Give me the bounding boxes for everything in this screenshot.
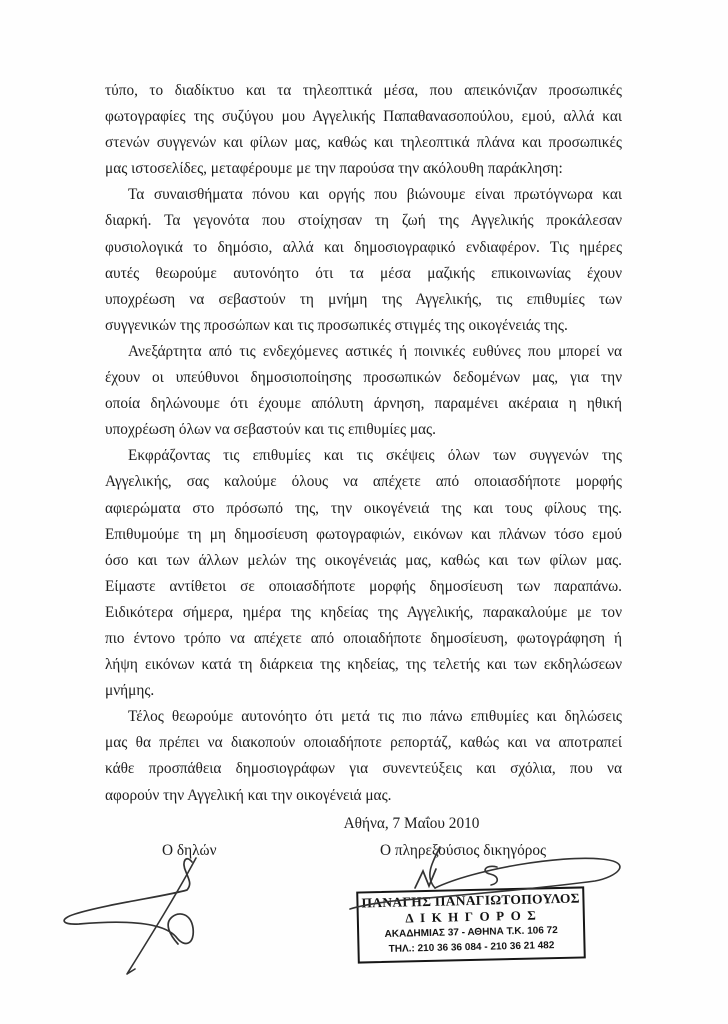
text-line: Είμαστε αντίθετοι σε οποιασδήποτε μορφής δημοσίευση των παραπάνω. <box>105 577 622 595</box>
text-line: όσο και των άλλων μελών της οικογένειάς μας, καθώς και των φίλων μας. <box>105 551 622 569</box>
text-line: οποία δηλώνουμε ότι έχουμε απόλυτη άρνηση, παραμένει ακέραια η ηθική <box>105 395 622 413</box>
paragraph <box>105 339 622 443</box>
declarant-label: Ο δηλών <box>162 841 217 859</box>
text-line: Αγγελικής, σας καλούμε όλους να απέχετε από οποιασδήποτε μορφής <box>105 473 622 491</box>
text-line: κάθε προσπάθεια δημοσιογράφων για συνεντεύξεις και σχόλια, που να <box>105 760 622 778</box>
text-line: λήψη εικόνων κατά τη διάρκεια της κηδείας, της τελετής και των εκδηλώσεων <box>105 656 622 674</box>
text-line: Τα συναισθήματα πόνου και οργής που βιώνουμε είναι πρωτόγνωρα και <box>128 186 622 204</box>
text-line: Ειδικότερα σήμερα, ημέρα της κηδείας της Αγγελικής, παρακαλούμε με τον <box>105 603 622 621</box>
text-line: τύπο, το διαδίκτυο και τα τηλεοπτικά μέσα, που απεικόνιζαν προσωπικές <box>105 82 622 99</box>
text-line: αυτές θεωρούμε αυτονόητο ότι τα μέσα μαζικής επικοινωνίας έχουν <box>105 264 622 282</box>
lawyer-label: Ο πληρεξούσιος δικηγόρος <box>380 841 547 859</box>
text-line: Εκφράζοντας τις επιθυμίες και τις σκέψεις όλων των συγγενών της <box>128 447 622 465</box>
document-body <box>105 78 622 866</box>
paragraph <box>105 443 622 704</box>
stamp-address: ΑΚΑΔΗΜΙΑΣ 37 - ΑΘΗΝΑ Τ.Κ. 106 72 <box>384 925 558 940</box>
text-line: στενών συγγενών και φίλων μας, καθώς και τηλεοπτικά πλάνα και προσωπικές <box>105 134 622 152</box>
text-line: Ανεξάρτητα από τις ενδεχόμενες αστικές ή ποινικές ευθύνες που μπορεί να <box>128 342 622 360</box>
text-line: διαρκή. Τα γεγονότα που στοίχησαν τη ζωή της Αγγελικής προκάλεσαν <box>105 212 622 230</box>
paragraph <box>105 704 622 808</box>
stamp-title: ΔΙΚΗΓΟΡΟΣ <box>405 907 543 926</box>
text-line: Επιθυμούμε τη μη δημοσίευση φωτογραφιών, εικόνων και πλάνων τόσο εμού <box>105 525 622 543</box>
text-line: υποχρέωση να σεβαστούν τη μνήμη της Αγγελικής, τις επιθυμίες των <box>105 290 622 308</box>
text-line: πιο έντονο τρόπο να απέχετε από οποιαδήποτε δημοσίευση, φωτογράφηση ή <box>105 629 622 647</box>
text-line: μας ιστοσελίδες, μεταφέρουμε με την παρούσα την ακόλουθη παράκληση: <box>105 160 563 178</box>
text-line: έχουν οι υπεύθυνοι δημοσιοποίησης προσωπικών δεδομένων μας, για την <box>105 369 622 387</box>
paragraph <box>105 78 622 182</box>
declarant-signature-scrawl <box>55 852 285 997</box>
stamp-phone: ΤΗΛ.: 210 36 36 084 - 210 36 21 482 <box>388 940 555 955</box>
text-line: φωτογραφίες της συζύγου μου Αγγελικής Παπαθανασοπούλου, εμού, αλλά και <box>105 108 622 126</box>
text-line: μνήμης. <box>105 682 155 700</box>
text-line: Τέλος θεωρούμε αυτονόητο ότι μετά τις πιο πάνω επιθυμίες και δηλώσεις <box>128 708 622 726</box>
text-line: αφιερώματα στο πρόσωπό της, την οικογένειά της και τους φίλους της. <box>105 499 622 517</box>
lawyer-signature-scrawl <box>345 843 685 918</box>
text-line: συγγενικών της προσώπων και τις προσωπικές στιγμές της οικογένειάς της. <box>105 316 568 334</box>
text-line: φυσιολογικά το δημόσιο, αλλά και δημοσιογραφικό ενδιαφέρον. Τις ημέρες <box>105 238 622 256</box>
text-line: αφορούν την Αγγελική και την οικογένειά μας. <box>105 786 392 804</box>
stamp-name: ΠΑΝΑΓΗΣ ΠΑΝΑΓΙΩΤΟΠΟΥΛΟΣ <box>361 890 581 911</box>
dateline: Αθήνα, 7 Μαΐου 2010 <box>343 814 480 832</box>
text-line: μας θα πρέπει να διακοπούν οποιαδήποτε ρεπορτάζ, καθώς και να αποτραπεί <box>105 734 622 752</box>
paragraph <box>105 182 622 339</box>
text-line: υποχρέωση όλων να σεβαστούν και τις επιθυμίες μας. <box>105 421 436 439</box>
